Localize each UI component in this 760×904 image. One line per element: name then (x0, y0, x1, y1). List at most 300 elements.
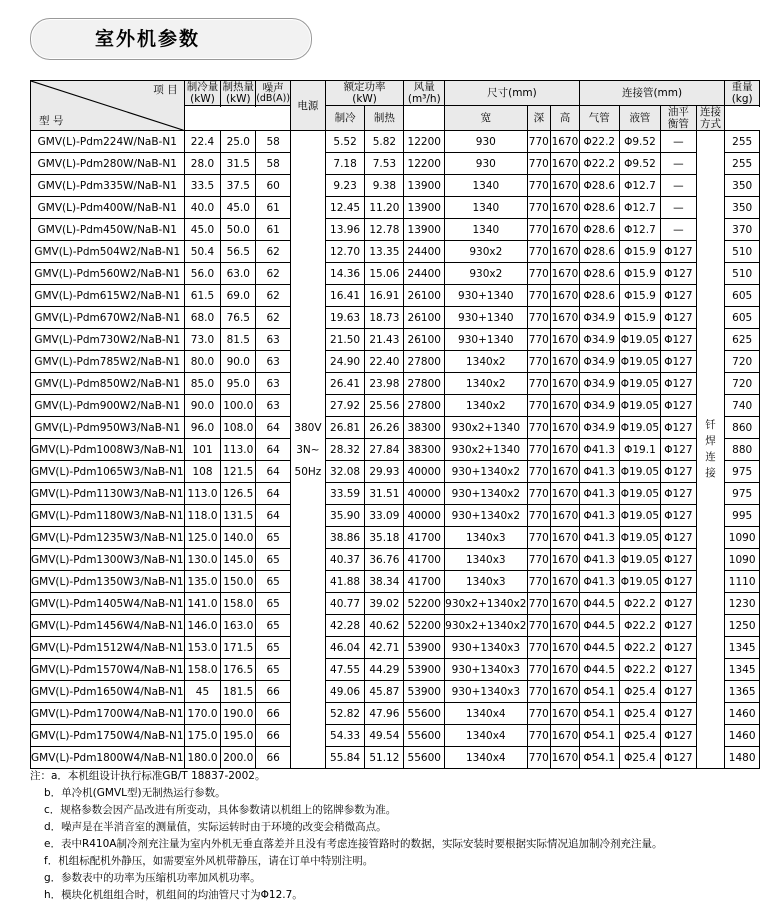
header-power-supply: 电源 (291, 81, 326, 131)
cell-pipe-oil: Φ127 (660, 417, 696, 439)
cell-pipe-liquid: Φ25.4 (619, 703, 660, 725)
cell-air: 41700 (404, 549, 445, 571)
cell-pipe-oil: Φ127 (660, 329, 696, 351)
cell-pipe-gas: Φ28.6 (579, 219, 619, 241)
table-row (31, 219, 760, 241)
cell-model: GMV(L)-Pdm1405W4/NaB-N1 (31, 593, 185, 615)
cell-model: GMV(L)-Pdm1130W3/NaB-N1 (31, 483, 185, 505)
cell-dim-h: 1670 (551, 703, 580, 725)
cell-pipe-liquid: Φ19.05 (619, 461, 660, 483)
cell-dim-h: 1670 (551, 351, 580, 373)
cell-pcool: 38.86 (325, 527, 365, 549)
cell-model: GMV(L)-Pdm280W/NaB-N1 (31, 153, 185, 175)
cell-cool: 45 (184, 681, 221, 703)
cell-weight: 1230 (725, 593, 760, 615)
cell-dim-h: 1670 (551, 131, 580, 153)
cell-pcool: 24.90 (325, 351, 365, 373)
hdr-conn-l2: 方式 (700, 118, 722, 131)
cell-pipe-oil: — (660, 175, 696, 197)
cell-dim-d: 770 (527, 373, 551, 395)
table-row (31, 681, 760, 703)
cell-cool: 28.0 (184, 153, 221, 175)
cell-air: 40000 (404, 505, 445, 527)
cell-pipe-liquid: Φ9.52 (619, 131, 660, 153)
cell-dim-d: 770 (527, 505, 551, 527)
cell-dim-d: 770 (527, 593, 551, 615)
header-row-1 (31, 81, 760, 106)
hdr-air-l1: 风量 (413, 81, 435, 93)
cell-pipe-liquid: Φ22.2 (619, 659, 660, 681)
cell-pcool: 27.92 (325, 395, 365, 417)
hdr-cool-l1: 制冷量 (186, 81, 219, 93)
cell-pcool: 46.04 (325, 637, 365, 659)
cell-pipe-oil: Φ127 (660, 461, 696, 483)
cell-weight: 350 (725, 197, 760, 219)
cell-pcool: 12.70 (325, 241, 365, 263)
header-rated-power-heat: 制热 (365, 106, 404, 131)
cell-pcool: 35.90 (325, 505, 365, 527)
cell-air: 53900 (404, 637, 445, 659)
cell-pipe-gas: Φ28.6 (579, 175, 619, 197)
cell-pipe-liquid: Φ22.2 (619, 615, 660, 637)
note-line: f．机组标配机外静压，如需要室外风机带静压，请在订单中特别注明。 (44, 855, 374, 867)
cell-weight: 1365 (725, 681, 760, 703)
cell-cool: 170.0 (184, 703, 221, 725)
cell-pipe-oil: — (660, 219, 696, 241)
cell-pipe-liquid: Φ12.7 (619, 219, 660, 241)
cell-air: 38300 (404, 439, 445, 461)
cell-pipe-liquid: Φ19.05 (619, 571, 660, 593)
cell-dim-h: 1670 (551, 153, 580, 175)
cell-pipe-oil: Φ127 (660, 659, 696, 681)
cell-cool: 68.0 (184, 307, 221, 329)
cell-noise: 65 (256, 571, 291, 593)
cell-weight: 605 (725, 307, 760, 329)
cell-pheat: 35.18 (365, 527, 404, 549)
power-supply-line: 380V (294, 421, 322, 434)
cell-heat: 108.0 (221, 417, 256, 439)
cell-dim-h: 1670 (551, 483, 580, 505)
header-airflow (404, 81, 445, 106)
cell-pipe-liquid: Φ22.2 (619, 637, 660, 659)
cell-dim-w: 930+1340x3 (445, 659, 527, 681)
cell-pipe-oil: Φ127 (660, 373, 696, 395)
cell-noise: 63 (256, 395, 291, 417)
header-dim-h: 高 (551, 106, 580, 131)
cell-dim-w: 930x2+1340 (445, 439, 527, 461)
cell-weight: 625 (725, 329, 760, 351)
cell-air: 40000 (404, 461, 445, 483)
cell-air: 53900 (404, 659, 445, 681)
cell-weight: 1090 (725, 549, 760, 571)
cell-dim-d: 770 (527, 395, 551, 417)
cell-pipe-gas: Φ41.3 (579, 505, 619, 527)
cell-noise: 64 (256, 483, 291, 505)
cell-model: GMV(L)-Pdm1570W4/NaB-N1 (31, 659, 185, 681)
header-pipe-conn (696, 106, 725, 131)
cell-cool: 108 (184, 461, 221, 483)
table-row (31, 703, 760, 725)
table-row (31, 131, 760, 153)
cell-pcool: 47.55 (325, 659, 365, 681)
cell-pcool: 21.50 (325, 329, 365, 351)
cell-weight: 605 (725, 285, 760, 307)
header-dim-d: 深 (527, 106, 551, 131)
cell-weight: 1110 (725, 571, 760, 593)
cell-noise: 64 (256, 505, 291, 527)
cell-pipe-liquid: Φ19.05 (619, 527, 660, 549)
cell-dim-h: 1670 (551, 263, 580, 285)
cell-weight: 1480 (725, 747, 760, 769)
cell-cool: 101 (184, 439, 221, 461)
cell-pipe-liquid: Φ19.05 (619, 483, 660, 505)
cell-pipe-liquid: Φ19.05 (619, 395, 660, 417)
cell-pheat: 29.93 (365, 461, 404, 483)
cell-heat: 56.5 (221, 241, 256, 263)
cell-pheat: 38.34 (365, 571, 404, 593)
cell-pipe-liquid: Φ19.05 (619, 417, 660, 439)
hdr-rated-l1: 额定功率 (343, 81, 386, 93)
cell-pipe-liquid: Φ19.05 (619, 549, 660, 571)
cell-pheat: 16.91 (365, 285, 404, 307)
cell-dim-w: 1340x3 (445, 549, 527, 571)
cell-pipe-gas: Φ41.3 (579, 527, 619, 549)
cell-dim-d: 770 (527, 197, 551, 219)
cell-pipe-gas: Φ28.6 (579, 285, 619, 307)
cell-pipe-oil: Φ127 (660, 395, 696, 417)
cell-pipe-gas: Φ44.5 (579, 637, 619, 659)
cell-noise: 61 (256, 197, 291, 219)
cell-dim-h: 1670 (551, 285, 580, 307)
cell-air: 26100 (404, 329, 445, 351)
cell-dim-d: 770 (527, 483, 551, 505)
cell-dim-w: 930+1340x3 (445, 681, 527, 703)
cell-dim-w: 930+1340 (445, 329, 527, 351)
cell-pipe-liquid: Φ9.52 (619, 153, 660, 175)
cell-air: 41700 (404, 571, 445, 593)
cell-pheat: 36.76 (365, 549, 404, 571)
cell-power-supply (291, 131, 326, 769)
cell-pipe-gas: Φ28.6 (579, 197, 619, 219)
cell-cool: 45.0 (184, 219, 221, 241)
spec-table-body (31, 131, 760, 769)
cell-pipe-gas: Φ22.2 (579, 153, 619, 175)
notes-block (30, 768, 730, 904)
cell-pcool: 26.81 (325, 417, 365, 439)
cell-noise: 64 (256, 461, 291, 483)
cell-model: GMV(L)-Pdm1350W3/NaB-N1 (31, 571, 185, 593)
table-row (31, 329, 760, 351)
cell-air: 53900 (404, 681, 445, 703)
cell-dim-d: 770 (527, 307, 551, 329)
cell-pipe-liquid: Φ12.7 (619, 175, 660, 197)
cell-cool: 141.0 (184, 593, 221, 615)
cell-heat: 63.0 (221, 263, 256, 285)
cell-pipe-liquid: Φ25.4 (619, 681, 660, 703)
cell-dim-w: 930x2+1340x2 (445, 593, 527, 615)
cell-dim-h: 1670 (551, 307, 580, 329)
cell-dim-d: 770 (527, 549, 551, 571)
cell-air: 38300 (404, 417, 445, 439)
cell-pipe-oil: — (660, 197, 696, 219)
cell-pipe-oil: Φ127 (660, 637, 696, 659)
cell-pheat: 15.06 (365, 263, 404, 285)
cell-pheat: 18.73 (365, 307, 404, 329)
table-row (31, 285, 760, 307)
cell-noise: 65 (256, 549, 291, 571)
cell-model: GMV(L)-Pdm224W/NaB-N1 (31, 131, 185, 153)
cell-heat: 25.0 (221, 131, 256, 153)
cell-noise: 61 (256, 219, 291, 241)
page-title: 室外机参数 (95, 28, 201, 50)
cell-pheat: 12.78 (365, 219, 404, 241)
cell-pheat: 7.53 (365, 153, 404, 175)
table-row (31, 197, 760, 219)
cell-pipe-oil: Φ127 (660, 439, 696, 461)
cell-model: GMV(L)-Pdm850W2/NaB-N1 (31, 373, 185, 395)
cell-heat: 145.0 (221, 549, 256, 571)
cell-pcool: 54.33 (325, 725, 365, 747)
cell-noise: 65 (256, 615, 291, 637)
cell-dim-h: 1670 (551, 439, 580, 461)
table-row (31, 615, 760, 637)
hdr-rated-l2: (kW) (352, 93, 377, 106)
cell-pipe-oil: Φ127 (660, 351, 696, 373)
cell-pipe-gas: Φ54.1 (579, 703, 619, 725)
cell-weight: 1345 (725, 659, 760, 681)
cell-cool: 113.0 (184, 483, 221, 505)
cell-pipe-gas: Φ22.2 (579, 131, 619, 153)
cell-model: GMV(L)-Pdm670W2/NaB-N1 (31, 307, 185, 329)
cell-dim-h: 1670 (551, 461, 580, 483)
cell-dim-h: 1670 (551, 373, 580, 395)
cell-pipe-liquid: Φ19.05 (619, 329, 660, 351)
cell-pipe-liquid: Φ25.4 (619, 747, 660, 769)
cell-heat: 190.0 (221, 703, 256, 725)
cell-dim-h: 1670 (551, 637, 580, 659)
table-row (31, 153, 760, 175)
power-supply-line: 3N~ (296, 443, 320, 456)
cell-pipe-gas: Φ44.5 (579, 615, 619, 637)
cell-heat: 158.0 (221, 593, 256, 615)
cell-heat: 37.5 (221, 175, 256, 197)
table-row (31, 351, 760, 373)
cell-pipe-oil: Φ127 (660, 505, 696, 527)
cell-weight: 880 (725, 439, 760, 461)
cell-model: GMV(L)-Pdm335W/NaB-N1 (31, 175, 185, 197)
connection-type-text (697, 418, 725, 481)
note-line: d．噪声是在半消音室的测量值，实际运转时由于环境的改变会稍微高点。 (44, 821, 387, 833)
table-row (31, 461, 760, 483)
cell-pipe-oil: Φ127 (660, 571, 696, 593)
cell-dim-h: 1670 (551, 659, 580, 681)
cell-air: 26100 (404, 307, 445, 329)
cell-dim-h: 1670 (551, 241, 580, 263)
cell-pheat: 45.87 (365, 681, 404, 703)
cell-pipe-oil: — (660, 153, 696, 175)
cell-pcool: 12.45 (325, 197, 365, 219)
header-weight (725, 81, 760, 106)
cell-weight: 350 (725, 175, 760, 197)
table-row (31, 175, 760, 197)
cell-dim-h: 1670 (551, 615, 580, 637)
cell-heat: 121.5 (221, 461, 256, 483)
cell-dim-w: 1340 (445, 197, 527, 219)
cell-weight: 975 (725, 483, 760, 505)
cell-pheat: 9.38 (365, 175, 404, 197)
cell-dim-d: 770 (527, 241, 551, 263)
cell-dim-w: 1340 (445, 219, 527, 241)
hdr-cool-l2: (kW) (190, 93, 215, 106)
cell-dim-d: 770 (527, 725, 551, 747)
cell-noise: 65 (256, 637, 291, 659)
cell-dim-d: 770 (527, 439, 551, 461)
cell-connection-type (696, 131, 725, 769)
note-line: g．参数表中的功率为压缩机功率加风机功率。 (44, 872, 261, 884)
cell-pipe-oil: Φ127 (660, 747, 696, 769)
cell-dim-h: 1670 (551, 219, 580, 241)
cell-cool: 180.0 (184, 747, 221, 769)
cell-cool: 118.0 (184, 505, 221, 527)
table-row (31, 483, 760, 505)
cell-pipe-gas: Φ41.3 (579, 571, 619, 593)
cell-heat: 95.0 (221, 373, 256, 395)
cell-cool: 73.0 (184, 329, 221, 351)
cell-heat: 81.5 (221, 329, 256, 351)
cell-weight: 720 (725, 373, 760, 395)
cell-noise: 62 (256, 285, 291, 307)
cell-pcool: 5.52 (325, 131, 365, 153)
cell-pheat: 44.29 (365, 659, 404, 681)
connection-type-char: 接 (705, 466, 716, 479)
cell-heat: 195.0 (221, 725, 256, 747)
cell-weight: 720 (725, 351, 760, 373)
cell-dim-w: 1340 (445, 175, 527, 197)
cell-pcool: 49.06 (325, 681, 365, 703)
header-dim-w: 宽 (445, 106, 527, 131)
cell-pheat: 33.09 (365, 505, 404, 527)
cell-air: 27800 (404, 373, 445, 395)
cell-pipe-gas: Φ34.9 (579, 417, 619, 439)
cell-cool: 90.0 (184, 395, 221, 417)
cell-dim-h: 1670 (551, 527, 580, 549)
cell-pcool: 33.59 (325, 483, 365, 505)
table-row (31, 417, 760, 439)
cell-pipe-liquid: Φ19.05 (619, 373, 660, 395)
cell-pcool: 9.23 (325, 175, 365, 197)
cell-noise: 65 (256, 593, 291, 615)
cell-model: GMV(L)-Pdm1008W3/NaB-N1 (31, 439, 185, 461)
cell-dim-w: 1340x2 (445, 373, 527, 395)
cell-cool: 135.0 (184, 571, 221, 593)
table-row (31, 747, 760, 769)
power-supply-line: 50Hz (294, 465, 322, 478)
cell-weight: 370 (725, 219, 760, 241)
cell-noise: 62 (256, 307, 291, 329)
cell-pcool: 40.77 (325, 593, 365, 615)
cell-heat: 200.0 (221, 747, 256, 769)
corner-model-label: 型 号 (39, 115, 64, 128)
cell-heat: 113.0 (221, 439, 256, 461)
cell-model: GMV(L)-Pdm1235W3/NaB-N1 (31, 527, 185, 549)
cell-pheat: 42.71 (365, 637, 404, 659)
cell-pheat: 27.84 (365, 439, 404, 461)
cell-heat: 90.0 (221, 351, 256, 373)
cell-weight: 995 (725, 505, 760, 527)
hdr-weight-l1: 重量 (731, 81, 753, 93)
cell-pcool: 28.32 (325, 439, 365, 461)
cell-dim-h: 1670 (551, 395, 580, 417)
cell-cool: 22.4 (184, 131, 221, 153)
note-line: h．模块化机组组合时，机组间的均油管尺寸为Φ12.7。 (44, 889, 303, 901)
cell-dim-d: 770 (527, 351, 551, 373)
cell-dim-d: 770 (527, 615, 551, 637)
cell-dim-d: 770 (527, 219, 551, 241)
cell-pipe-gas: Φ44.5 (579, 659, 619, 681)
cell-pcool: 55.84 (325, 747, 365, 769)
cell-dim-h: 1670 (551, 681, 580, 703)
cell-cool: 158.0 (184, 659, 221, 681)
cell-pheat: 23.98 (365, 373, 404, 395)
cell-dim-w: 930 (445, 131, 527, 153)
cell-air: 52200 (404, 593, 445, 615)
cell-pcool: 13.96 (325, 219, 365, 241)
table-row (31, 395, 760, 417)
cell-cool: 80.0 (184, 351, 221, 373)
table-row (31, 263, 760, 285)
cell-pipe-oil: — (660, 131, 696, 153)
cell-dim-w: 930 (445, 153, 527, 175)
cell-noise: 58 (256, 153, 291, 175)
cell-weight: 975 (725, 461, 760, 483)
cell-dim-w: 930+1340x2 (445, 505, 527, 527)
cell-pipe-gas: Φ34.9 (579, 395, 619, 417)
table-row (31, 527, 760, 549)
cell-pheat: 49.54 (365, 725, 404, 747)
cell-heat: 45.0 (221, 197, 256, 219)
cell-pipe-liquid: Φ15.9 (619, 285, 660, 307)
cell-air: 55600 (404, 725, 445, 747)
cell-cool: 153.0 (184, 637, 221, 659)
cell-weight: 1090 (725, 527, 760, 549)
cell-pipe-gas: Φ34.9 (579, 373, 619, 395)
hdr-conn-l1: 连接 (700, 106, 722, 119)
cell-pcool: 16.41 (325, 285, 365, 307)
cell-dim-w: 1340x4 (445, 725, 527, 747)
cell-air: 27800 (404, 351, 445, 373)
cell-dim-d: 770 (527, 703, 551, 725)
cell-pcool: 32.08 (325, 461, 365, 483)
cell-pheat: 22.40 (365, 351, 404, 373)
cell-model: GMV(L)-Pdm1700W4/NaB-N1 (31, 703, 185, 725)
cell-noise: 66 (256, 747, 291, 769)
cell-pipe-gas: Φ41.3 (579, 461, 619, 483)
cell-weight: 1460 (725, 725, 760, 747)
cell-noise: 62 (256, 241, 291, 263)
table-row (31, 373, 760, 395)
header-pipe-gas: 气管 (579, 106, 619, 131)
cell-dim-d: 770 (527, 131, 551, 153)
cell-cool: 175.0 (184, 725, 221, 747)
cell-noise: 63 (256, 351, 291, 373)
connection-type-char: 连 (705, 450, 716, 463)
cell-pipe-liquid: Φ25.4 (619, 725, 660, 747)
hdr-oil-l1: 油平 (667, 106, 689, 119)
cell-model: GMV(L)-Pdm785W2/NaB-N1 (31, 351, 185, 373)
cell-pcool: 19.63 (325, 307, 365, 329)
cell-pheat: 25.56 (365, 395, 404, 417)
cell-dim-d: 770 (527, 747, 551, 769)
